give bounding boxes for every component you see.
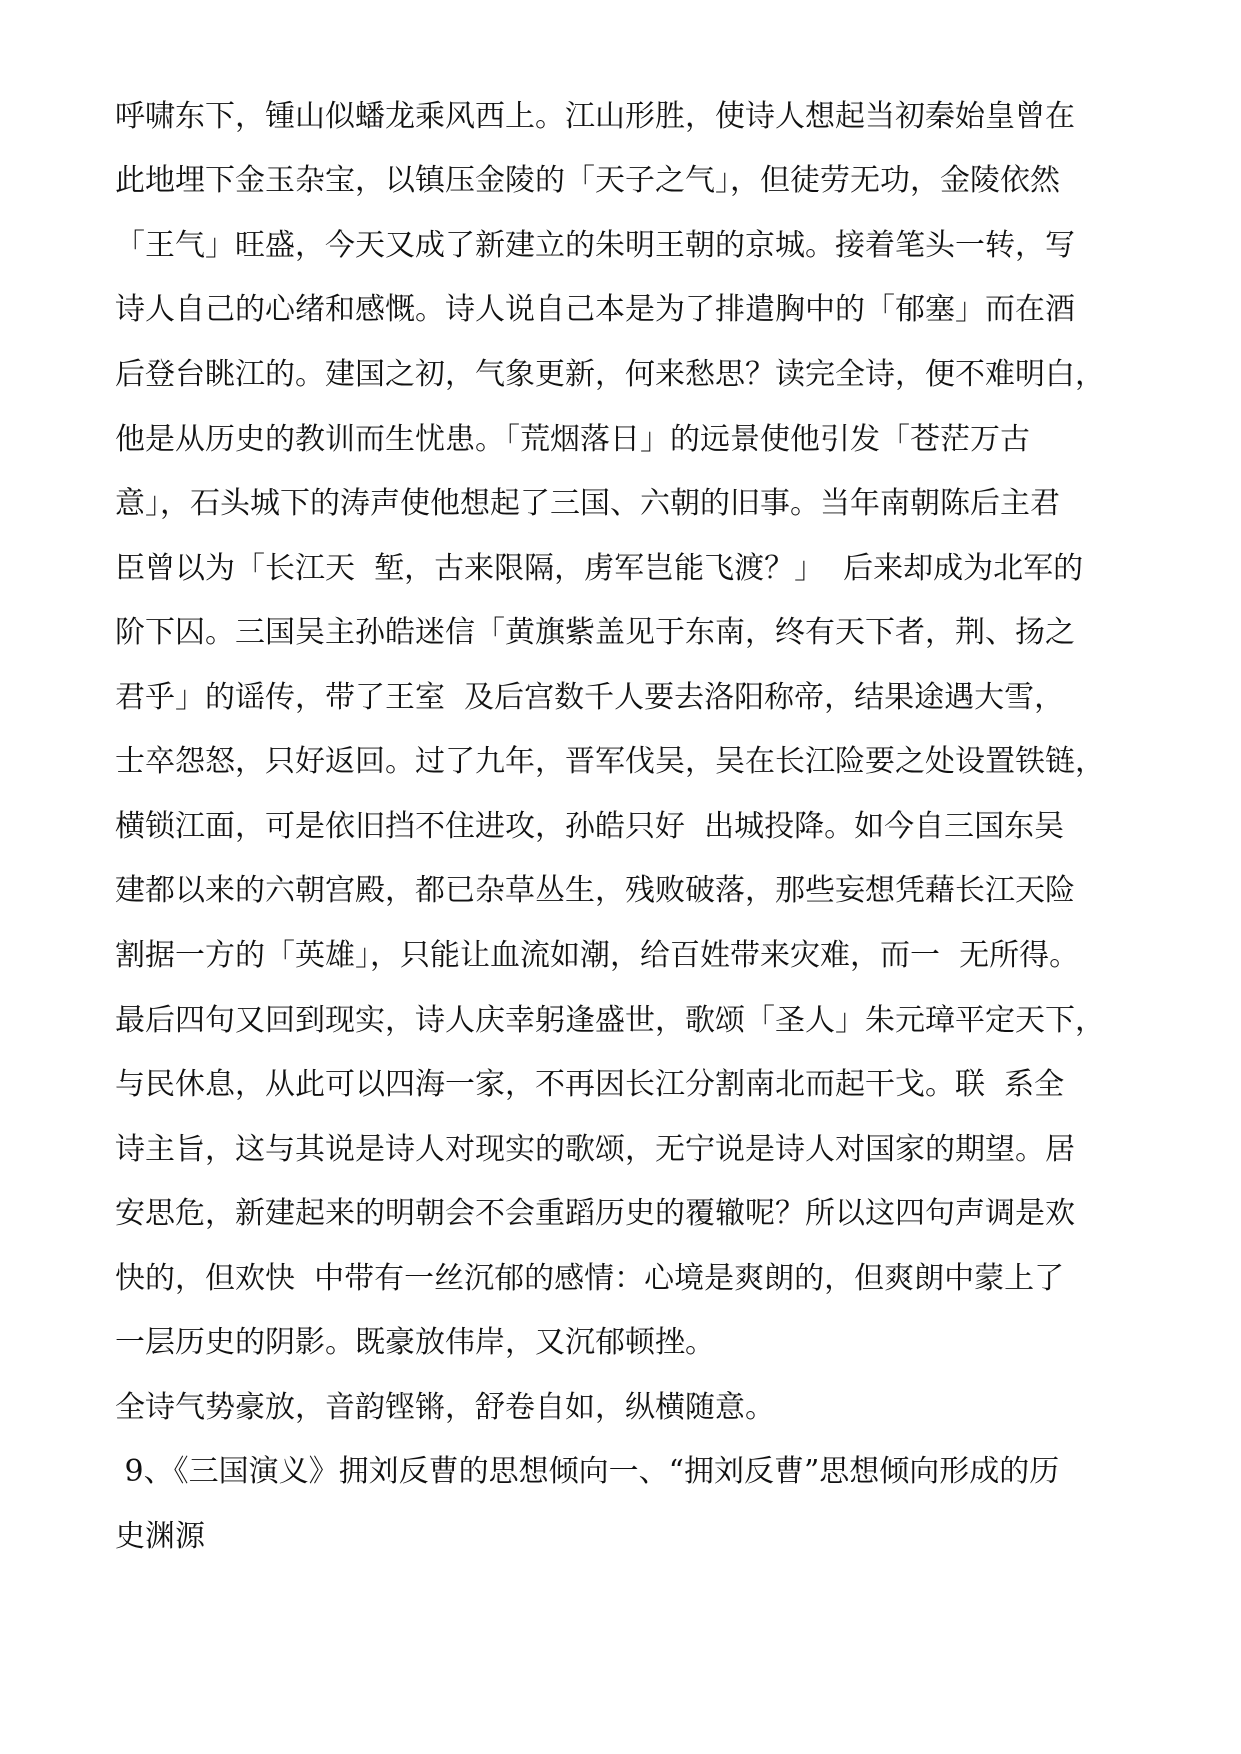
text-line: 士卒怨怒，只好返回。过了九年，晋军伐吴，吴在长江险要之处设置铁链， xyxy=(115,744,1105,779)
text-line: 后登台眺江的。建国之初，气象更新，何来愁思？读完全诗，便不难明白， xyxy=(115,357,1105,392)
text-line: 他是从历史的教训而生忧患。「荒烟落日」的远景使他引发「苍茫万古 xyxy=(115,422,1030,457)
text-line: 全诗气势豪放，音韵铿锵，舒卷自如，纵横随意。 xyxy=(115,1390,775,1425)
text-line: 「王气」旺盛，今天又成了新建立的朱明王朝的京城。接着笔头一转，写 xyxy=(115,228,1075,263)
text-line: 横锁江面，可是依旧挡不住进攻，孙皓只好 出城投降。如今自三国东吴 xyxy=(115,809,1065,844)
text-line: 割据一方的「英雄」，只能让血流如潮，给百姓带来灾难，而一 无所得。 xyxy=(115,938,1080,973)
section-heading-line: 9、《三国演义》拥刘反曹的思想倾向一、“拥刘反曹”思想倾向形成的历 xyxy=(115,1454,1060,1489)
text-line: 建都以来的六朝宫殿，都已杂草丛生，残败破落，那些妄想凭藉长江天险 xyxy=(115,873,1075,908)
text-line: 与民休息，从此可以四海一家，不再因长江分割南北而起干戈。联 系全 xyxy=(115,1067,1065,1102)
text-line: 意」，石头城下的涛声使他想起了三国、六朝的旧事。当年南朝陈后主君 xyxy=(115,486,1060,521)
text-line: 最后四句又回到现实，诗人庆幸躬逢盛世，歌颂「圣人」朱元璋平定天下， xyxy=(115,1003,1105,1038)
text-line: 快的，但欢快 中带有一丝沉郁的感情：心境是爽朗的，但爽朗中蒙上了 xyxy=(115,1261,1065,1296)
text-line: 阶下囚。三国吴主孙皓迷信「黄旗紫盖见于东南，终有天下者，荆、扬之 xyxy=(115,615,1075,650)
section-heading-line: 史渊源 xyxy=(115,1519,205,1554)
text-line: 一层历史的阴影。既豪放伟岸，又沉郁顿挫。 xyxy=(115,1325,715,1360)
text-line: 君乎」的谣传，带了王室 及后宫数千人要去洛阳称帝，结果途遇大雪， xyxy=(115,680,1065,715)
text-line: 诗主旨，这与其说是诗人对现实的歌颂，无宁说是诗人对国家的期望。居 xyxy=(115,1132,1075,1167)
text-line: 呼啸东下，锺山似蟠龙乘风西上。江山形胜，使诗人想起当初秦始皇曾在 xyxy=(115,99,1075,134)
text-line: 诗人自己的心绪和感慨。诗人说自己本是为了排遣胸中的「郁塞」而在酒 xyxy=(115,292,1075,327)
text-line: 此地埋下金玉杂宝，以镇压金陵的「天子之气」，但徒劳无功，金陵依然 xyxy=(115,163,1060,198)
text-line: 安思危，新建起来的明朝会不会重蹈历史的覆辙呢？所以这四句声调是欢 xyxy=(115,1196,1075,1231)
text-line: 臣曾以为「长江天 堑，古来限隔，虏军岂能飞渡？」 后来却成为北军的 xyxy=(115,551,1084,586)
